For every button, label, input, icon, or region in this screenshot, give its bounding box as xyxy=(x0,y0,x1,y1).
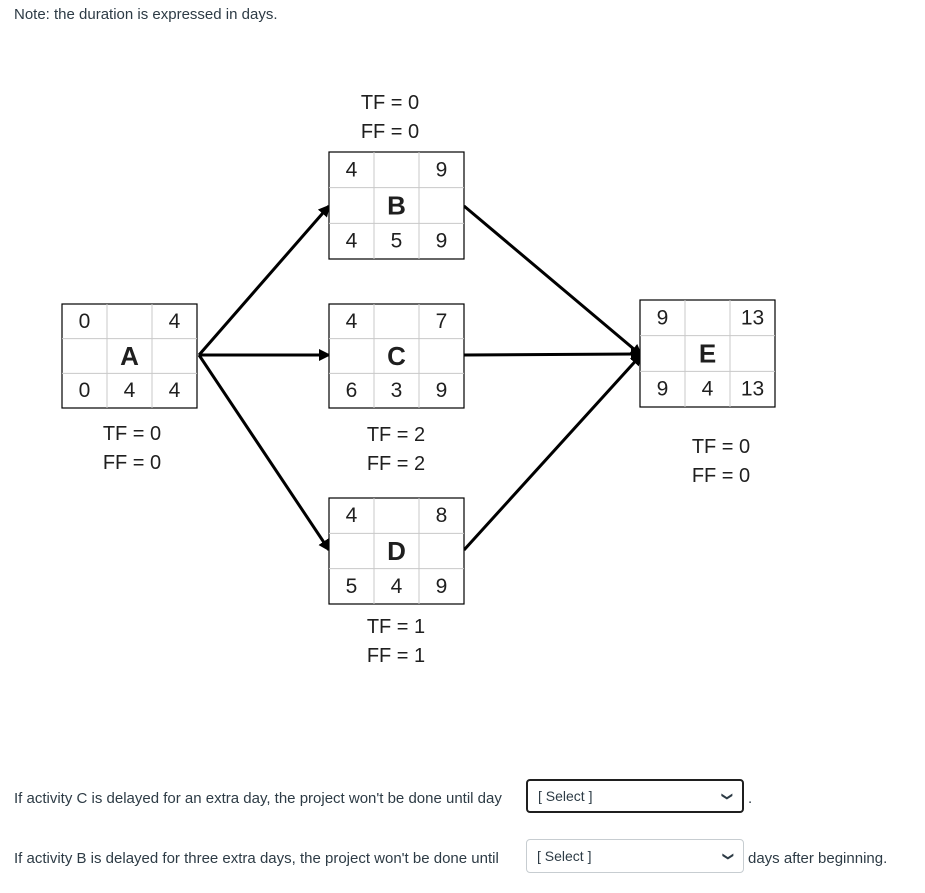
activity-node-c xyxy=(329,304,464,408)
late-finish: 9 xyxy=(435,379,448,403)
late-start: 0 xyxy=(78,379,91,403)
free-float-a: FF = 0 xyxy=(102,452,162,474)
late-finish: 13 xyxy=(740,377,765,401)
question-2-select-value: [ Select ] xyxy=(537,848,592,864)
question-1-suffix: . xyxy=(748,790,753,807)
total-float-e: TF = 0 xyxy=(691,436,751,458)
duration: 4 xyxy=(390,574,403,598)
activity-name: C xyxy=(387,341,406,371)
arrow-d-e xyxy=(464,355,641,550)
note-text: Note: the duration is expressed in days. xyxy=(14,6,278,23)
late-finish: 9 xyxy=(435,574,448,598)
early-start: 0 xyxy=(78,309,91,333)
early-start: 9 xyxy=(656,306,669,330)
early-start: 4 xyxy=(345,309,358,333)
activity-node-e xyxy=(640,300,775,407)
activity-node-a xyxy=(62,304,197,408)
total-float-c: TF = 2 xyxy=(366,424,426,446)
question-1-select[interactable] xyxy=(526,779,744,813)
early-finish: 8 xyxy=(435,504,448,528)
late-finish: 9 xyxy=(435,229,448,253)
arrow-c-e xyxy=(464,354,641,355)
late-start: 6 xyxy=(345,379,358,403)
duration: 4 xyxy=(123,379,136,403)
arrow-b-e xyxy=(464,206,641,355)
chevron-down-icon: ❯ xyxy=(721,851,734,861)
total-float-a: TF = 0 xyxy=(102,423,162,445)
question-2-select[interactable] xyxy=(526,839,744,873)
total-float-b: TF = 0 xyxy=(360,92,420,114)
duration: 4 xyxy=(701,377,714,401)
early-finish: 4 xyxy=(168,309,181,333)
free-float-e: FF = 0 xyxy=(691,465,751,487)
question-2-text: If activity B is delayed for three extra days, the project won't be done until xyxy=(14,850,499,867)
question-1-select-value: [ Select ] xyxy=(538,788,593,804)
activity-node-d xyxy=(329,498,464,604)
early-finish: 7 xyxy=(435,309,448,333)
free-float-b: FF = 0 xyxy=(360,121,420,143)
early-finish: 9 xyxy=(435,158,448,182)
activity-name: E xyxy=(698,338,717,369)
free-float-d: FF = 1 xyxy=(366,645,426,667)
activity-name: A xyxy=(120,341,139,371)
late-start: 4 xyxy=(345,229,358,253)
late-start: 5 xyxy=(345,574,358,598)
total-float-d: TF = 1 xyxy=(366,616,426,638)
chevron-down-icon: ❯ xyxy=(720,791,733,801)
early-start: 4 xyxy=(345,158,358,182)
early-finish: 13 xyxy=(740,306,765,330)
early-start: 4 xyxy=(345,504,358,528)
activity-name: D xyxy=(387,536,406,566)
question-2-suffix: days after beginning. xyxy=(748,850,888,867)
late-start: 9 xyxy=(656,377,669,401)
duration: 5 xyxy=(390,229,403,253)
arrow-a-d xyxy=(199,355,329,550)
duration: 3 xyxy=(390,379,403,403)
activity-node-b xyxy=(329,152,464,259)
late-finish: 4 xyxy=(168,379,181,403)
arrow-a-b xyxy=(199,206,329,355)
question-1-text: If activity C is delayed for an extra day, the project won't be done until day xyxy=(14,790,502,807)
activity-name: B xyxy=(387,190,406,221)
free-float-c: FF = 2 xyxy=(366,453,426,475)
